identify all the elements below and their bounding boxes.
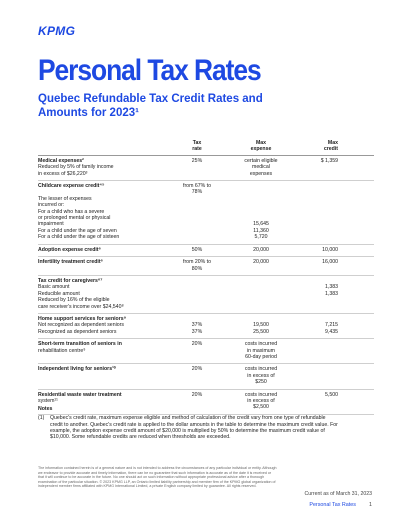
row-label-line: Recognized as dependent seniors [38, 328, 117, 335]
row-label-line: The lesser of expenses [38, 195, 92, 202]
max-credit-cell: 10,000 [322, 246, 338, 253]
tax-rate-cell [176, 278, 218, 310]
table-row [38, 156, 374, 181]
row-heading: Adoption expense credit⁶ [38, 246, 101, 253]
max-expense-cell: costs incurred in excess of $2,500 [244, 391, 278, 411]
row-label [38, 341, 176, 360]
row-label-line: For a child under the age of sixteen [38, 234, 120, 241]
row-heading: Medical expenses² [38, 157, 84, 164]
row-heading: Independent living for seniors¹⁰ [38, 366, 116, 373]
row-heading: Short-term transition of seniors in [38, 341, 122, 348]
header-cell-credit: Max credit [323, 140, 338, 153]
footer-doc-name: Personal Tax Rates [309, 502, 356, 508]
max-credit-cell: 7,215 9,435 [325, 322, 338, 335]
row-label-line: impairment [38, 221, 64, 228]
max-credit-cell: 1,383 1,383 [325, 284, 338, 297]
max-expense-cell: 15,645 11,360 5,720 [253, 221, 269, 241]
tax-rate-cell: 50% [191, 246, 203, 253]
row-label [38, 158, 176, 177]
max-expense-cell [230, 278, 292, 310]
row-label [38, 247, 176, 253]
max-credit-cell: 5,500 [325, 391, 338, 398]
table-row [38, 257, 374, 276]
notes-section [38, 406, 338, 440]
row-label-line: For a child under the age of seven [38, 227, 117, 234]
row-label-line: incurred or: [38, 202, 65, 209]
table-row [38, 339, 374, 364]
row-label-line: Reducible amount [38, 290, 80, 297]
footer-page-number: 1 [369, 502, 372, 508]
row-heading: Tax credit for caregivers⁶⁷ [38, 277, 103, 284]
header-cell-rate: Tax rate [192, 140, 202, 153]
max-expense-cell: certain eligible medical expenses [244, 157, 278, 177]
max-expense-cell: 19,500 25,500 [253, 322, 269, 335]
notes-heading: Notes [38, 406, 53, 412]
row-label-line: Not recognized as dependent seniors [38, 322, 124, 329]
row-label-line: system¹¹ [38, 398, 58, 404]
tax-rate-cell: from 67% to 78% [183, 183, 211, 196]
max-credit-cell [298, 366, 338, 385]
note-item [38, 415, 338, 440]
note-number: (1) [38, 415, 45, 422]
table-row [38, 245, 374, 257]
max-expense-cell: costs incurred in maximum 60-day period [244, 341, 278, 360]
row-label-line: For a child who has a severe [38, 208, 105, 215]
max-credit-cell [298, 341, 338, 360]
table-row [38, 181, 374, 245]
row-label-line: in excess of $26,220³ [38, 170, 88, 177]
header-cell-label [38, 140, 176, 153]
row-label [38, 183, 176, 241]
tax-credit-table [38, 140, 374, 415]
row-label-line: Basic amount [38, 284, 70, 291]
row-label-line: Reduced by 16% of the eligible [38, 297, 110, 304]
page-subtitle: Quebec Refundable Tax Credit Rates and Amounts for 2023¹ [38, 93, 263, 119]
row-label-line: care receiver's income over $24,540⁸ [38, 303, 124, 310]
max-credit-cell: $ 1,359 [320, 157, 338, 164]
table-row [38, 314, 374, 339]
row-heading: Residential waste water treatment [38, 391, 122, 398]
max-expense-cell: 20,000 [253, 259, 269, 266]
table-row [38, 364, 374, 389]
table-body [38, 156, 374, 415]
header-cell-expense: Max expense [250, 140, 272, 153]
table-header [38, 140, 374, 156]
current-as-of: Current as of March 31, 2023 [304, 491, 372, 497]
tax-rate-cell: 20% [191, 391, 203, 398]
row-label [38, 316, 176, 335]
row-heading: Childcare expense credit⁴⁵ [38, 183, 105, 190]
row-label-line: rehabilitation centre⁹ [38, 347, 86, 354]
max-credit-cell: 16,000 [322, 259, 338, 266]
row-heading: Infertility treatment credit⁶ [38, 259, 103, 266]
kpmg-logo: KPMG [38, 24, 76, 38]
page-footer [309, 502, 372, 508]
tax-rate-cell: 20% [191, 366, 203, 373]
tax-rate-cell: 25% [191, 157, 203, 164]
row-label-line: Reduced by 5% of family income [38, 164, 114, 171]
row-label [38, 278, 176, 310]
tax-rate-cell: 37% 37% [191, 322, 203, 335]
tax-rate-cell: 20% [191, 341, 203, 348]
row-label-line: or prolonged mental or physical [38, 215, 111, 222]
row-label [38, 366, 176, 385]
row-label [38, 259, 176, 272]
row-heading: Home support services for seniors⁹ [38, 315, 127, 322]
max-credit-cell [298, 183, 338, 241]
max-expense-cell: costs incurred in excess of $250 [244, 366, 278, 386]
note-text: Quebec's credit rate, maximum expense eligible and method of calculation of the credit vary from one type of refundable credit to another. Quebec's credit rate is applied to the dollar amounts in the table to determine the maximum credit value. For example, the adoption expense credit amount of $20,000 is multiplied by 50% to determine the maximum credit value of $10,000. Some refundable credits are reduced when thresholds are exceeded. [50, 415, 338, 441]
table-row [38, 276, 374, 314]
max-expense-cell: 20,000 [253, 246, 269, 253]
tax-rate-cell: from 20% to 80% [183, 259, 211, 272]
page-title: Personal Tax Rates [38, 54, 261, 87]
disclaimer-text: The information contained herein is of a general nature and is not intended to address the circumstances of any particular individual or entity. Although we endeavor to provide accurate and timely information, there can be no guarantee that such information is accurate as of the date it is received or that it will continue to be accurate in the future. No one should act on such information without appropriate professional advice after a thorough examination of the particular situation. © 2023 KPMG LLP, an Ontario limited liability partnership and member firm of the KPMG global organization of independent member firms affiliated with KPMG International Limited, a private English company limited by guarantee. All rights reserved. [38, 466, 277, 489]
